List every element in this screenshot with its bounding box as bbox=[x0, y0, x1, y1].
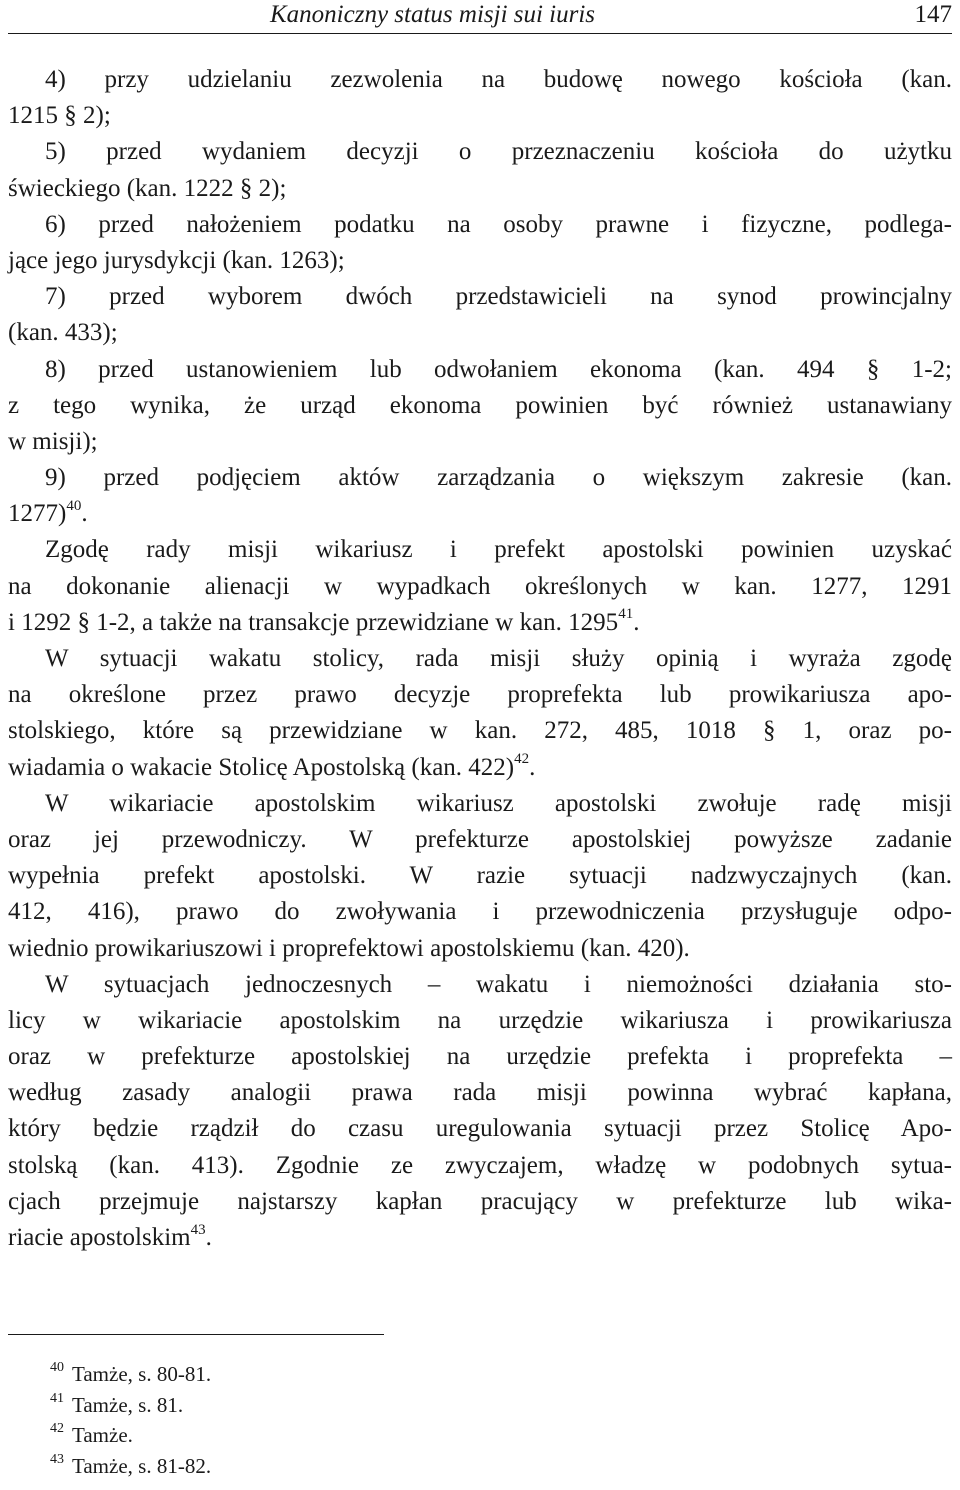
text-line: według zasady analogii prawa rada misji powinna wybrać kapłana, bbox=[8, 1079, 952, 1107]
period: . bbox=[529, 753, 536, 781]
text-line: Zgodę rady misji wikariusz i prefekt apostolski powinien uzyskać bbox=[45, 536, 952, 564]
text-line: wiednio prowikariuszowi i proprefektowi apostolskiemu (kan. 420). bbox=[8, 934, 690, 962]
footnote-number: 43 bbox=[50, 1451, 64, 1467]
text-line: w misji); bbox=[8, 427, 98, 455]
text-line-with-footnote bbox=[8, 750, 952, 786]
text-line: W sytuacjach jednoczesnych – wakatu i niemożności działania sto- bbox=[45, 970, 952, 998]
text-line: który będzie rządził do czasu uregulowania sytuacji przez Stolicę Apo- bbox=[8, 1115, 952, 1143]
footnote-ref-40[interactable]: 40 bbox=[66, 497, 82, 514]
text-line: z tego wynika, że urząd ekonoma powinien być również ustanawiany bbox=[8, 391, 952, 419]
text-line: 7) przed wyborem dwóch przedstawicieli na synod prowincjalny bbox=[45, 283, 952, 311]
period: . bbox=[81, 500, 88, 528]
text-line-with-footnote bbox=[8, 605, 952, 641]
text-line: cjach przejmuje najstarszy kapłan pracujący w prefekturze lub wika- bbox=[8, 1187, 952, 1215]
footnote bbox=[50, 1359, 211, 1390]
period: . bbox=[205, 1224, 212, 1251]
text-line: jące jego jurysdykcji (kan. 1263); bbox=[8, 246, 345, 274]
text-line: na określone przez prawo decyzje proprefekta lub prowikariusza apo- bbox=[8, 681, 952, 709]
text-line: oraz jej przewodniczy. W prefekturze apostolskiej powyższe zadanie bbox=[8, 825, 952, 853]
footnote-number: 41 bbox=[50, 1390, 64, 1406]
footnote-text: Tamże. bbox=[72, 1423, 133, 1447]
text-line: oraz w prefekturze apostolskiej na urzędzie prefekta i proprefekta – bbox=[8, 1043, 952, 1071]
text-line: stolskiego, które są przewidziane w kan. 272, 485, 1018 § 1, oraz po- bbox=[8, 717, 952, 745]
footnote bbox=[50, 1420, 211, 1451]
text-line: 412, 416), prawo do zwoływania i przewodniczenia przysługuje odpo- bbox=[8, 898, 952, 926]
footnote bbox=[50, 1390, 211, 1421]
page-number: 147 bbox=[914, 1, 952, 28]
text-fragment: riacie apostolskim bbox=[8, 1224, 191, 1251]
text-line-with-footnote bbox=[8, 496, 952, 532]
footnote bbox=[50, 1451, 211, 1482]
text-line: W sytuacji wakatu stolicy, rada misji służy opinią i wyraża zgodę bbox=[45, 645, 952, 672]
footnote-number: 40 bbox=[50, 1360, 64, 1375]
text-fragment: 1277) bbox=[8, 500, 67, 528]
text-line-with-footnote bbox=[8, 1220, 952, 1256]
running-title: Kanoniczny status misji sui iuris bbox=[270, 1, 596, 28]
text-line: 9) przed podjęciem aktów zarządzania o większym zakresie (kan. bbox=[45, 464, 952, 492]
text-line: 1215 § 2); bbox=[8, 102, 111, 130]
text-line: 8) przed ustanowieniem lub odwołaniem ekonoma (kan. 494 § 1-2; bbox=[45, 355, 952, 383]
body-text bbox=[8, 62, 952, 1256]
footnote-ref-41[interactable]: 41 bbox=[618, 606, 634, 623]
footnote-number: 42 bbox=[50, 1421, 64, 1436]
text-line: 4) przy udzielaniu zezwolenia na budowę nowego kościoła (kan. bbox=[45, 66, 952, 93]
footnote-text: Tamże, s. 80-81. bbox=[72, 1362, 212, 1386]
text-line: wypełnia prefekt apostolski. W razie sytuacji nadzwyczajnych (kan. bbox=[8, 862, 952, 890]
period: . bbox=[633, 608, 640, 636]
header-rule bbox=[8, 33, 952, 34]
text-line: 5) przed wydaniem decyzji o przeznaczeniu kościoła do użytku bbox=[45, 138, 952, 166]
page-header bbox=[8, 0, 952, 30]
footnote-ref-43[interactable]: 43 bbox=[190, 1221, 206, 1238]
text-line: świeckiego (kan. 1222 § 2); bbox=[8, 174, 287, 202]
text-line: (kan. 433); bbox=[8, 319, 118, 347]
text-line: na dokonanie alienacji w wypadkach określonych w kan. 1277, 1291 bbox=[8, 572, 952, 600]
footnote-text: Tamże, s. 81. bbox=[72, 1392, 184, 1417]
text-fragment: i 1292 § 1-2, a także na transakcje przewidziane w kan. 1295 bbox=[8, 608, 619, 636]
text-line: stolską (kan. 413). Zgodnie ze zwyczajem, władzę w podobnych sytua- bbox=[8, 1151, 952, 1179]
text-line: W wikariacie apostolskim wikariusz apostolski zwołuje radę misji bbox=[45, 789, 952, 817]
footnote-rule bbox=[8, 1334, 384, 1335]
footnote-ref-42[interactable]: 42 bbox=[514, 751, 530, 768]
text-fragment: wiadamia o wakacie Stolicę Apostolską (kan. 422) bbox=[8, 753, 515, 781]
text-line: licy w wikariacie apostolskim na urzędzie wikariusza i prowikariusza bbox=[8, 1006, 952, 1034]
footnotes bbox=[50, 1359, 211, 1481]
footnote-text: Tamże, s. 81-82. bbox=[72, 1453, 212, 1478]
text-line: 6) przed nałożeniem podatku na osoby prawne i fizyczne, podlega- bbox=[45, 210, 952, 238]
